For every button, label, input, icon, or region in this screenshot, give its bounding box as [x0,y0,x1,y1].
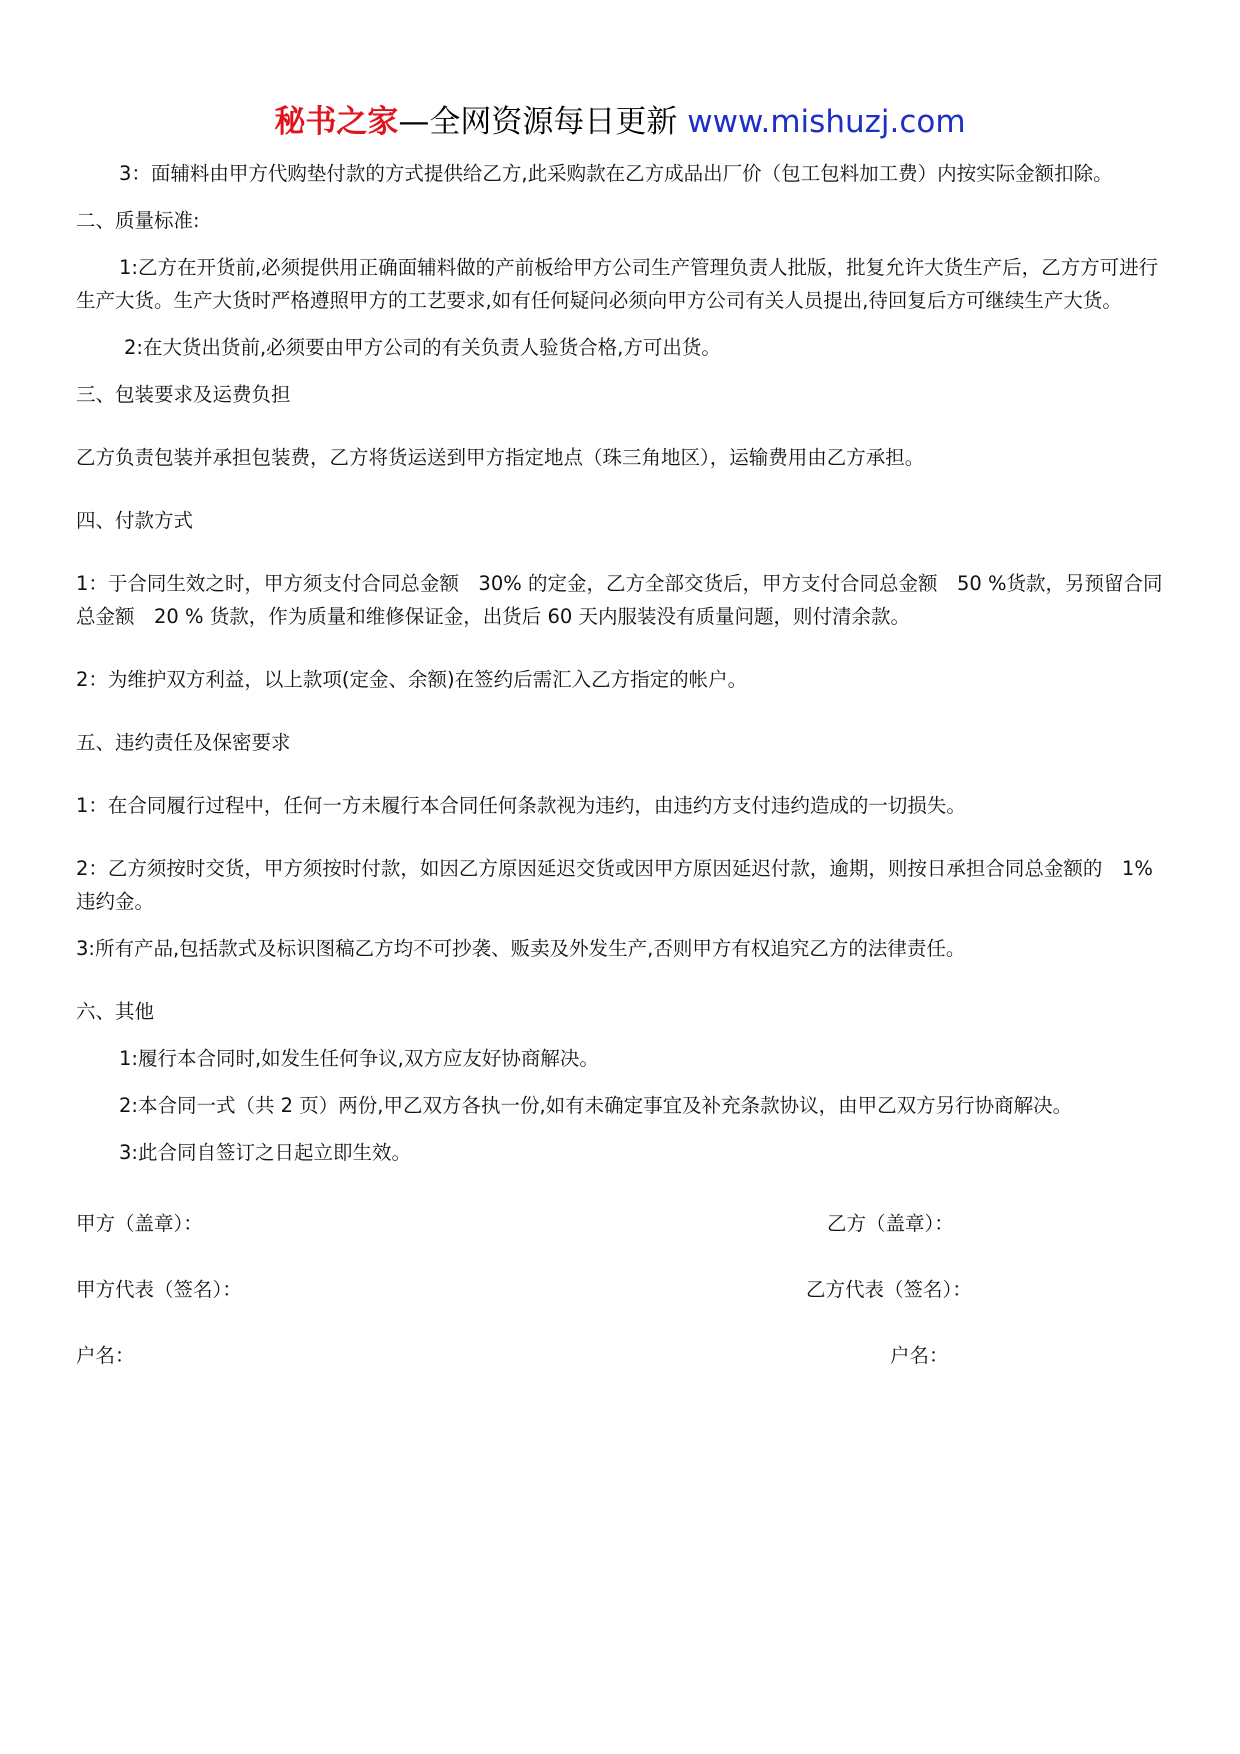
header-slogan: 全网资源每日更新 [429,104,678,140]
contract-body [76,157,1166,1372]
section-3-body: 乙方负责包装并承担包装费，乙方将货运送到甲方指定地点（珠三角地区），运输费用由乙方承担。 [76,446,925,469]
party-a-rep-label: 甲方代表（签名）： [76,1278,242,1301]
section-6-title: 六、其他 [76,1000,155,1023]
section-5-item-1: 1：在合同履行过程中，任何一方未履行本合同任何条款视为违约，由违约方支付违约造成的一切损失。 [76,794,966,817]
site-url-link[interactable]: www.mishuzj.com [687,104,966,140]
signature-row-account [76,1339,1166,1372]
party-b-rep-label: 乙方代表（签名）： [806,1278,972,1301]
section-5-item-3: 3:所有产品,包括款式及标识图稿乙方均不可抄袭、贩卖及外发生产,否则甲方有权追究乙方的法律责任。 [76,937,966,960]
clause-3-materials: 3：面辅料由甲方代购垫付款的方式提供给乙方,此采购款在乙方成品出厂价（包工包料加工费）内按实际金额扣除。 [119,162,1113,185]
section-2-title: 二、质量标准: [76,209,200,232]
party-a-seal-label: 甲方（盖章）： [76,1212,203,1235]
section-2-item-2: 2:在大货出货前,必须要由甲方公司的有关负责人验货合格,方可出货。 [124,336,721,359]
section-4-title: 四、付款方式 [76,509,194,532]
section-5-title: 五、违约责任及保密要求 [76,731,291,754]
section-6-item-2: 2:本合同一式（共 2 页）两份,甲乙双方各执一份,如有未确定事宜及补充条款协议，由甲乙双方另行协商解决。 [119,1094,1073,1117]
site-header [0,100,1240,144]
party-a-account-label: 户名： [76,1344,135,1367]
section-6-item-3: 3:此合同自签订之日起立即生效。 [119,1141,411,1164]
section-5-item-2: 2：乙方须按时交货，甲方须按时付款，如因乙方原因延迟交货或因甲方原因延迟付款，逾期，则按日承担合同总金额的 1%违约金。 [76,857,1153,913]
party-b-seal-label: 乙方（盖章）： [827,1212,954,1235]
party-b-account-label: 户名： [890,1344,949,1367]
brand-name: 秘书之家 [274,104,399,140]
section-3-title: 三、包装要求及运费负担 [76,383,291,406]
signature-row-representative [76,1273,1166,1306]
section-4-item-1: 1：于合同生效之时，甲方须支付合同总金额 30% 的定金，乙方全部交货后，甲方支付合同总金额 50 %货款，另预留合同总金额 20 % 货款，作为质量和维修保证金，出货后 60 天内服装没有质量问题，则付清余款。 [76,572,1163,628]
section-4-item-2: 2：为维护双方利益，以上款项(定金、余额)在签约后需汇入乙方指定的帐户。 [76,668,748,691]
header-dash: — [398,104,430,140]
section-6-item-1: 1:履行本合同时,如发生任何争议,双方应友好协商解决。 [119,1047,599,1070]
signature-row-seal [76,1207,1166,1240]
section-2-item-1: 1:乙方在开货前,必须提供用正确面辅料做的产前板给甲方公司生产管理负责人批版，批复允许大货生产后，乙方方可进行生产大货。生产大货时严格遵照甲方的工艺要求,如有任何疑问必须向甲方公司有关人员提出,待回复后方可继续生产大货。 [76,256,1159,312]
